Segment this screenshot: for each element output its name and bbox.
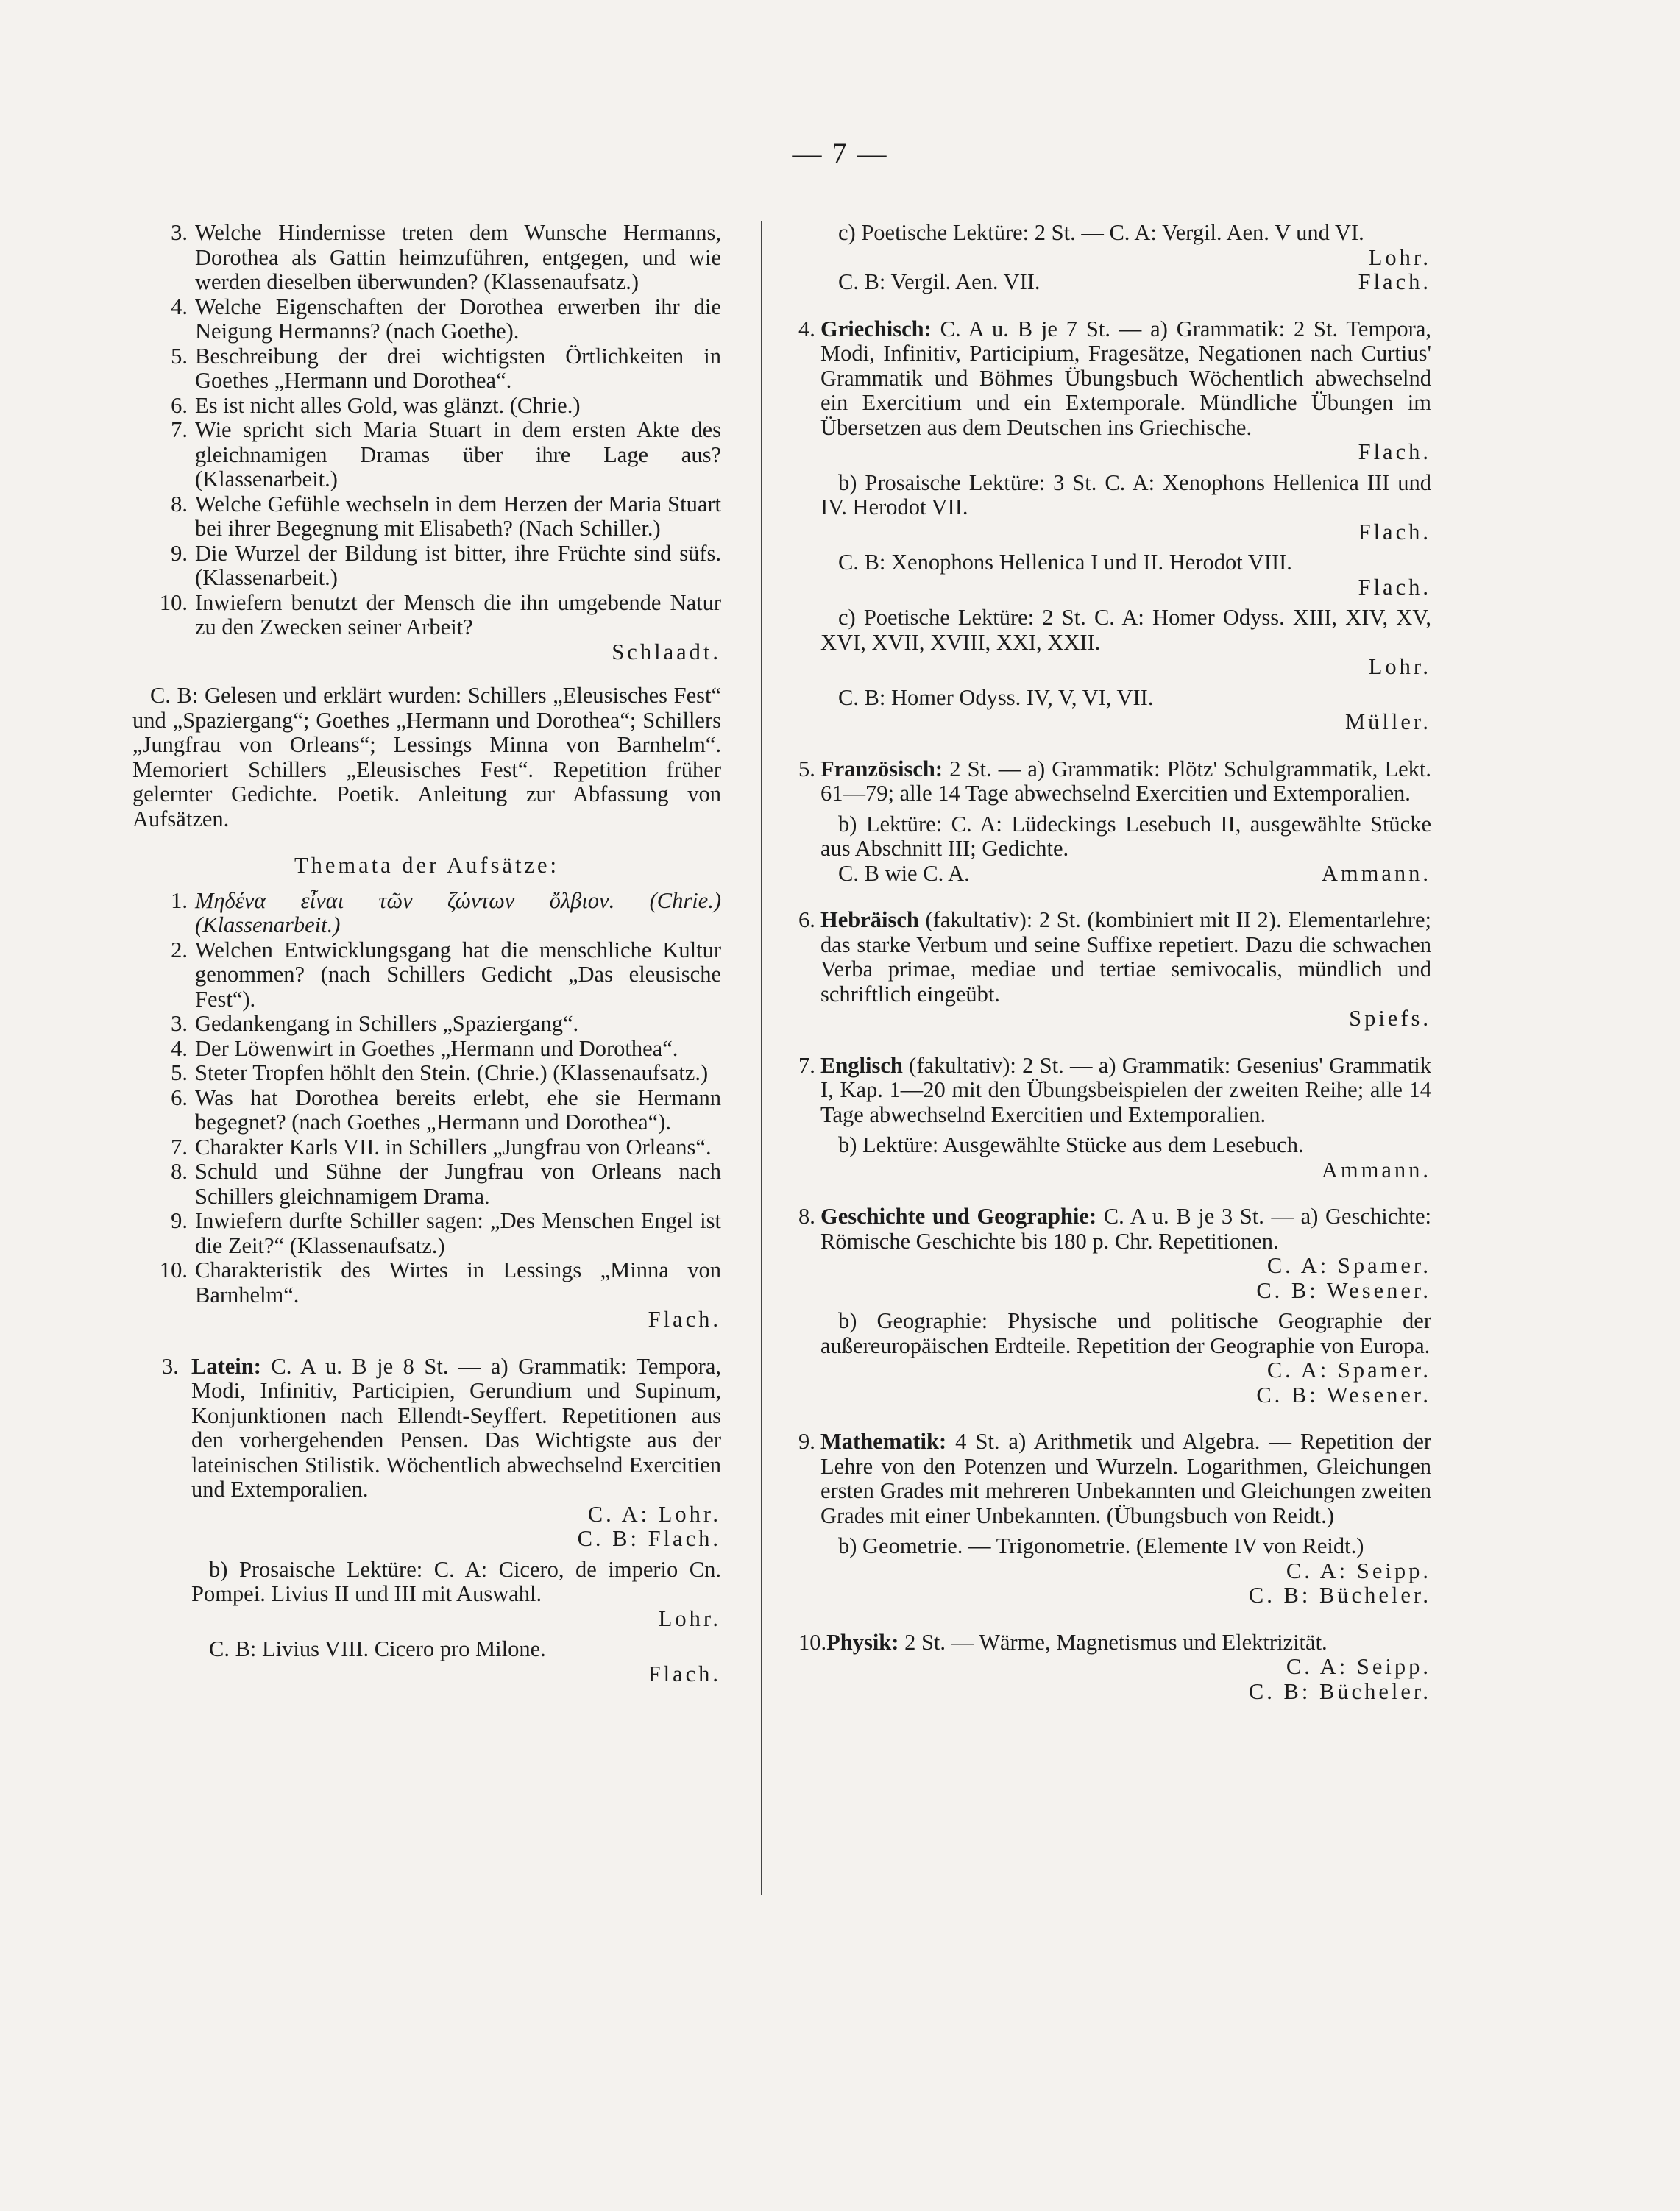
list-item: 8. Welche Gefühle wechseln in dem Herzen der Maria Stuart bei ihrer Begegnung mit Elisabeth? (Nach Schiller.) [171, 491, 721, 541]
subject-title: Französisch: [820, 756, 943, 781]
list-item: 1. Μηδένα εἶναι τῶν ζώντων ὄλβιον. (Chrie.) (Klassenarbeit.) [171, 887, 721, 937]
page-number: — 7 — [792, 137, 888, 170]
column-divider [761, 221, 762, 1895]
subject-title: Englisch [820, 1052, 903, 1078]
right-column: c) Poetische Lektüre: 2 St. — C. A: Vergil. Aen. V und VI. Lohr. C. B: Vergil. Aen. VII. Flach. 4. Griechisch: C. A u. B je 7 St. — a) Grammatik: 2 St. Tempora, Modi, Infinitiv, Participium, Fragesätze, Negationen nach Curtius' Grammatik und Böhmes Übungsbuch Wöchentlich abwechselnd ein Exercitium und ein Extemporale. Mündliche Übungen im Übersetzen aus dem Deutschen ins Griechische. Flach. b) Prosaische Lektüre: 3 St. C. A: Xenophons Hellenica III und IV. Herodot VII. Flach. C. B: Xenophons Hellenica I und II. Herodot VIII. Flach. c) Poetische Lektüre: 2 St. C. A: Homer Odyss. XIII, XIV, XV, XVI, XVII, XVIII, XXI, XXII. Lohr. C. B: Homer Odyss. IV, V, VI, VII. Müller. 5. Französisch: 2 St. — a) Grammatik: Plötz' Schulgrammatik, Lekt. 61—79; alle 14 Tage abwechselnd Exercitien und Extemporalien. b) Lektüre: C. A: Lüdeckings Lesebuch II, ausgewählte Stücke aus Abschnitt III; Gedichte. C. B wie C. A. Ammann. 6. Hebräisch (fakultativ): 2 St. (kombiniert mit II 2). Elementarlehre; das starke Verbum und seine Suffixe repetiert. Dazu die schwachen Verba primae, mediae und tertiae semivocalis, mündlich und schriftlich eingeübt. Spiefs. 7. Englisch (fakultativ): 2 St. — a) Grammatik: Gesenius' Grammatik I, Kap. 1—20 mit den Übungsbeispielen der zweiten Reihe; alle 14 Tage abwechselnd Exercitien und Extemporalien. b) Lektüre: Ausgewählte Stücke aus dem Lesebuch. Ammann. 8. Geschichte und Geographie: C. A u. B je 3 St. — a) Geschichte: Römische Geschichte bis 180 p. Chr. Repetitionen. C. A: Spamer. C. B: Wesener. b) Geographie: Physische und politische Geographie der außereuropäischen Erdteile. Repetition der Geographie von Europa. C. A: Spamer. C. B: Wesener. 9. Mathematik: 4 St. a) Arithmetik und Algebra. — Repetition der Lehre von den Potenzen und Wurzeln. Logarithmen, Gleichungen ersten Grades mit mehreren Unbekannten und Gleichungen zweiten Grades mit einer Unbekannten. (Übungsbuch von Reidt.) b) Geometrie. — Trigonometrie. (Elemente IV von Reidt.) C. A: Seipp. C. B: Bücheler. 10. Physik: 2 St. — Wärme, Magnetismus und Elektrizität. C. A: Seipp. C. B: Bücheler. [798, 220, 1432, 1704]
subject-title: Physik: [826, 1629, 899, 1655]
section-griechisch: 4. Griechisch: C. A u. B je 7 St. — a) Grammatik: 2 St. Tempora, Modi, Infinitiv, Participium, Fragesätze, Negationen nach Curtius' Grammatik und Böhmes Übungsbuch Wöchentlich abwechselnd ein Exercitium und ein Extemporale. Mündliche Übungen im Übersetzen aus dem Deutschen ins Griechische. Flach. b) Prosaische Lektüre: 3 St. C. A: Xenophons Hellenica III und IV. Herodot VII. Flach. C. B: Xenophons Hellenica I und II. Herodot VIII. Flach. c) Poetische Lektüre: 2 St. C. A: Homer Odyss. XIII, XIV, XV, XVI, XVII, XVIII, XXI, XXII. Lohr. C. B: Homer Odyss. IV, V, VI, VII. Müller. [798, 316, 1431, 734]
essay-themes-list-b [132, 889, 721, 1308]
list-item: 4. Der Löwenwirt in Goethes „Hermann und Dorothea“. [171, 1035, 678, 1061]
section-latein: 3. Latein: C. A u. B je 8 St. — a) Grammatik: Tempora, Modi, Infinitiv, Participien, Gerundium und Supinum, Konjunktionen nach Ellendt-Seyffert. Repetitionen aus den vorhergehenden Pensen. Das Wichtigste aus der lateinischen Stilistik. Wöchentlich abwechselnd Exercitien und Extemporalien. C. A: Lohr. C. B: Flach. b) Prosaische Lektüre: C. A: Cicero, de imperio Cn. Pompei. Livius II und III mit Auswahl. Lohr. C. B: Livius VIII. Cicero pro Milone. Flach. [162, 1353, 721, 1686]
paragraph-cb-reading: C. B: Gelesen und erklärt wurden: Schillers „Eleusisches Fest“ und „Spaziergang“; Goethes „Hermann und Dorothea“; Schillers „Jungfrau von Orleans“; Lessings Minna von Barnhelm“. Memoriert Schillers „Eleusisches Fest“. Repetition früher gelernter Gedichte. Poetik. Anleitung zur Abfassung von Aufsätzen. [132, 683, 721, 831]
list-item: 7. Charakter Karls VII. in Schillers „Jungfrau von Orleans“. [171, 1134, 712, 1160]
subject-title: Griechisch: [820, 316, 932, 341]
list-item: 10. Charakteristik des Wirtes in Lessings „Minna von Barnhelm“. [159, 1257, 721, 1307]
section-franzoesisch: 5. Französisch: 2 St. — a) Grammatik: Plötz' Schulgrammatik, Lekt. 61—79; alle 14 Tage abwechselnd Exercitien und Extemporalien. b) Lektüre: C. A: Lüdeckings Lesebuch II, ausgewählte Stücke aus Abschnitt III; Gedichte. C. B wie C. A. Ammann. [798, 756, 1431, 886]
list-item: 3. Welche Hindernisse treten dem Wunsche Hermanns, Dorothea als Gattin heimzuführen, entgegen, und wie werden dieselben überwunden? (Klassenaufsatz.) [171, 220, 721, 294]
list-item: 8. Schuld und Sühne der Jungfrau von Orleans nach Schillers gleichnamigem Drama. [171, 1159, 721, 1209]
section-hebraeisch: 6. Hebräisch (fakultativ): 2 St. (kombiniert mit II 2). Elementarlehre; das starke Verbum und seine Suffixe repetiert. Dazu die schwachen Verba primae, mediae und tertiae semivocalis, mündlich und schriftlich eingeübt. Spiefs. [798, 907, 1432, 1031]
list-item: 6. Was hat Dorothea bereits erlebt, ehe sie Hermann begegnet? (nach Goethes „Hermann und Dorothea“). [171, 1085, 721, 1135]
section-englisch: 7. Englisch (fakultativ): 2 St. — a) Grammatik: Gesenius' Grammatik I, Kap. 1—20 mit den Übungsbeispielen der zweiten Reihe; alle 14 Tage abwechselnd Exercitien und Extemporalien. b) Lektüre: Ausgewählte Stücke aus dem Lesebuch. Ammann. [798, 1052, 1431, 1182]
list-item: 9. Die Wurzel der Bildung ist bitter, ihre Früchte sind süfs. (Klassenarbeit.) [171, 540, 721, 590]
list-item: 2. Welchen Entwicklungsgang hat die menschliche Kultur genommen? (nach Schillers Gedicht „Das eleusische Fest“). [171, 937, 721, 1012]
list-item: 6. Es ist nicht alles Gold, was glänzt. (Chrie.) [171, 392, 581, 418]
list-item: 9. Inwiefern durfte Schiller sagen: „Des Menschen Engel ist die Zeit?“ (Klassenaufsatz.) [171, 1208, 721, 1258]
subject-title: Geschichte und Geographie: [820, 1204, 1097, 1229]
section-physik: 10. Physik: 2 St. — Wärme, Magnetismus und Elektrizität. C. A: Seipp. C. B: Bücheler. [798, 1629, 1431, 1704]
list-item: 5. Steter Tropfen höhlt den Stein. (Chrie.) (Klassenaufsatz.) [171, 1060, 709, 1085]
subject-title: Hebräisch [820, 907, 919, 932]
subject-title: Mathematik: [820, 1429, 947, 1454]
themata-heading: Themata der Aufsätze: [294, 853, 560, 878]
teacher-signature: Flach. [648, 1307, 721, 1332]
list-item: 4. Welche Eigenschaften der Dorothea erwerben ihr die Neigung Hermanns? (nach Goethe). [171, 294, 721, 344]
section-geschichte: 8. Geschichte und Geographie: C. A u. B je 3 St. — a) Geschichte: Römische Geschichte bis 180 p. Chr. Repetitionen. C. A: Spamer. C. B: Wesener. b) Geographie: Physische und politische Geographie der außereuropäischen Erdteile. Repetition der Geographie von Europa. C. A: Spamer. C. B: Wesener. [798, 1204, 1431, 1408]
list-item: 5. Beschreibung der drei wichtigsten Örtlichkeiten in Goethes „Hermann und Dorothea“. [171, 343, 721, 393]
subject-title: Latein: [191, 1353, 261, 1379]
list-item: 3. Gedankengang in Schillers „Spaziergang“. [171, 1011, 579, 1036]
list-item: 7. Wie spricht sich Maria Stuart in dem ersten Akte des gleichnamigen Dramas über ihre Lage aus? (Klassenarbeit.) [171, 417, 721, 491]
list-item: 10. Inwiefern benutzt der Mensch die ihn umgebende Natur zu den Zwecken seiner Arbeit? [159, 589, 721, 639]
section-mathematik: 9. Mathematik: 4 St. a) Arithmetik und Algebra. — Repetition der Lehre von den Potenzen und Wurzeln. Logarithmen, Gleichungen ersten Grades mit mehreren Unbekannten und Gleichungen zweiten Grades mit einer Unbekannten. (Übungsbuch von Reidt.) b) Geometrie. — Trigonometrie. (Elemente IV von Reidt.) C. A: Seipp. C. B: Bücheler. [798, 1429, 1432, 1608]
essay-themes-list-a [132, 221, 721, 640]
teacher-signature: Schlaadt. [612, 639, 721, 664]
left-column [132, 221, 721, 1686]
